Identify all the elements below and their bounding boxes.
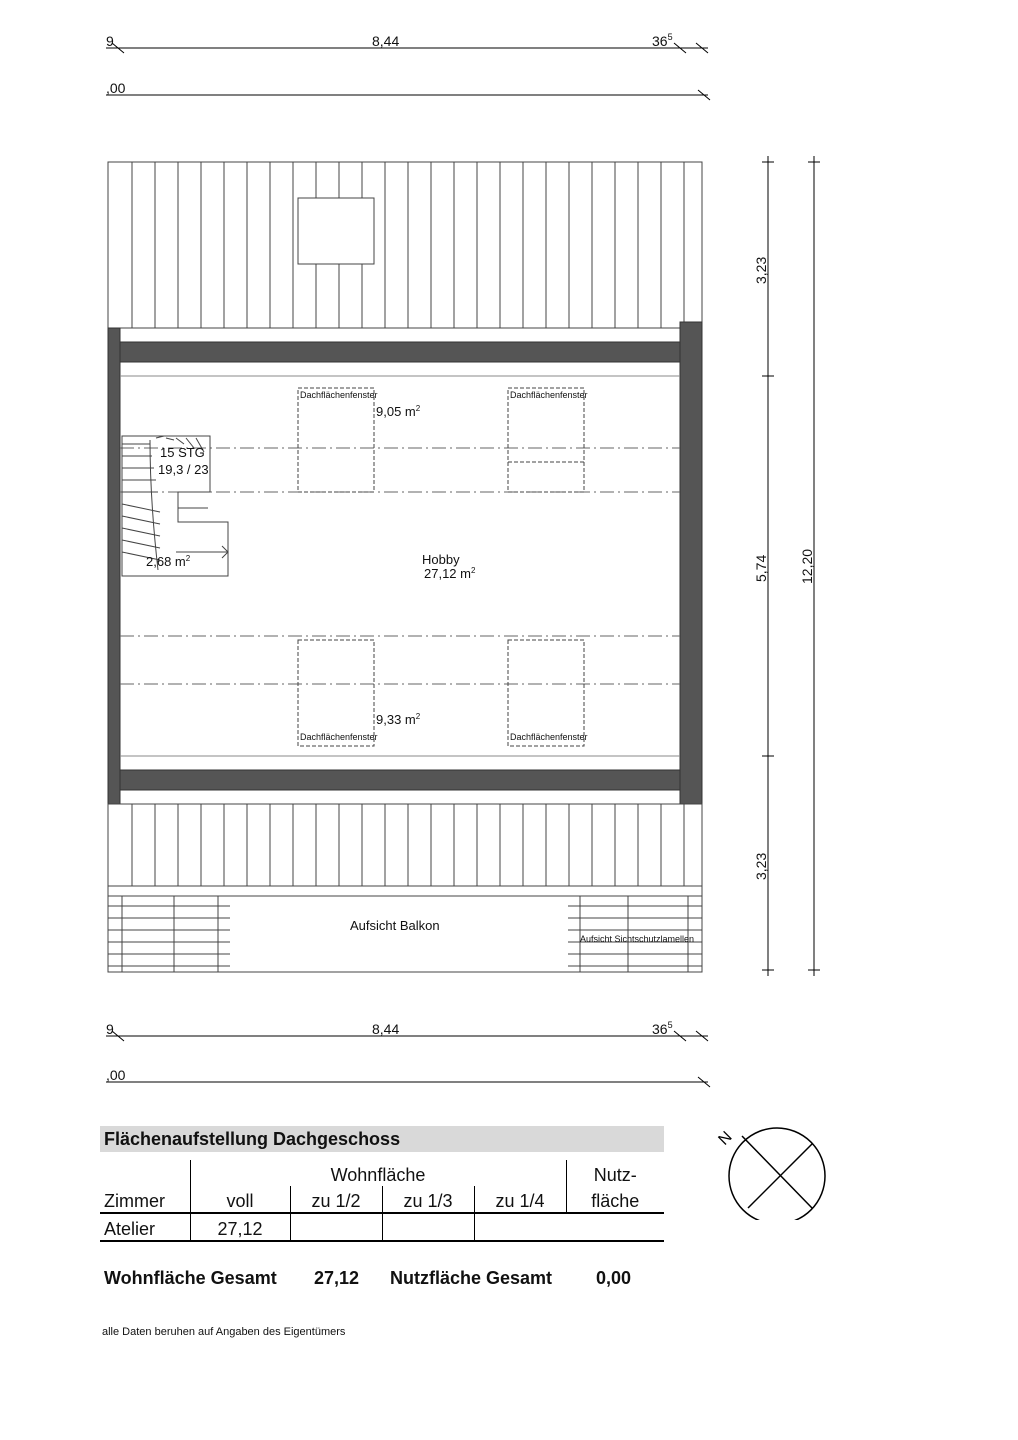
total-nutz-value: 0,00 — [596, 1268, 632, 1288]
area-bottom-label: 9,33 $m^2$ — [376, 712, 421, 727]
stair-tread-line — [122, 516, 160, 524]
cell-zimmer: Atelier — [100, 1213, 190, 1241]
stair-area: 2,68 $m^2$ — [146, 554, 191, 569]
stair-tread-line — [176, 438, 184, 444]
bottom-dimension-chain — [106, 1031, 710, 1087]
dim-bottom-right: $36^5$ — [652, 1020, 673, 1037]
total-wohn-value: 27,12 — [314, 1268, 360, 1288]
area-table — [100, 1126, 664, 1242]
header-nutzflaeche-2: fläche — [566, 1186, 664, 1213]
header-voll: voll — [190, 1186, 290, 1213]
dim-top-left: 9 — [106, 33, 114, 49]
stair-tread-line — [122, 504, 160, 512]
header-zu-1-2: zu 1/2 — [290, 1186, 382, 1213]
window-label-4: Dachflächenfenster — [510, 732, 588, 742]
table-title: Flächenaufstellung Dachgeschoss — [100, 1126, 664, 1152]
header-zu-1-4: zu 1/4 — [474, 1186, 566, 1213]
cell-nutz — [566, 1213, 664, 1241]
dim-right-middle: 5,74 — [753, 554, 769, 582]
roof-bottom — [108, 804, 702, 886]
dim-bottom-overall: ,00 — [106, 1067, 126, 1083]
table-row — [100, 1213, 664, 1241]
room-name-hobby: Hobby — [422, 552, 460, 567]
kneewall-lines — [120, 448, 680, 684]
north-arrow-icon — [712, 1120, 842, 1220]
dim-bottom-middle: 8,44 — [372, 1021, 400, 1037]
header-nutzflaeche-1: Nutz- — [566, 1160, 664, 1186]
cell-zu-1-3 — [382, 1213, 474, 1241]
dim-bottom-left: 9 — [106, 1021, 114, 1037]
header-zimmer: Zimmer — [100, 1186, 190, 1213]
roof-top — [108, 162, 702, 328]
cell-zu-1-2 — [290, 1213, 382, 1241]
stair-tread-line — [122, 540, 160, 548]
walls — [108, 322, 702, 804]
header-zu-1-3: zu 1/3 — [382, 1186, 474, 1213]
window-label-3: Dachflächenfenster — [300, 732, 378, 742]
dim-right-top: 3,23 — [753, 256, 769, 284]
stair-tread-line — [166, 438, 174, 440]
header-wohnflaeche: Wohnfläche — [190, 1160, 566, 1186]
cell-voll: 27,12 — [190, 1213, 290, 1241]
dim-top-overall: ,00 — [106, 80, 126, 96]
balcony-label: Aufsicht Balkon — [350, 918, 440, 933]
dim-top-middle: 8,44 — [372, 33, 400, 49]
stair-ratio: 19,3 / 23 — [158, 462, 209, 477]
screens-label: Aufsicht Sichtschutzlamellen — [580, 934, 695, 944]
total-wohn-label: Wohnfläche Gesamt — [104, 1268, 277, 1288]
stair-count: 15 STG — [160, 445, 205, 460]
top-dimension-chain — [106, 43, 710, 100]
window-label-1: Dachflächenfenster — [300, 390, 378, 400]
dim-right-overall: 12,20 — [799, 548, 815, 584]
window-label-2: Dachflächenfenster — [510, 390, 588, 400]
cell-zu-1-4 — [474, 1213, 566, 1241]
dim-top-right: $36^5$ — [652, 32, 673, 49]
footnote: alle Daten beruhen auf Angaben des Eigentümers — [102, 1326, 346, 1338]
room-area-hobby: 27,12 $m^2$ — [424, 566, 476, 581]
dim-right-bottom: 3,23 — [753, 852, 769, 880]
north-label: N — [715, 1128, 736, 1149]
area-top-label: 9,05 $m^2$ — [376, 404, 421, 419]
total-nutz-label: Nutzfläche Gesamt — [390, 1268, 553, 1288]
